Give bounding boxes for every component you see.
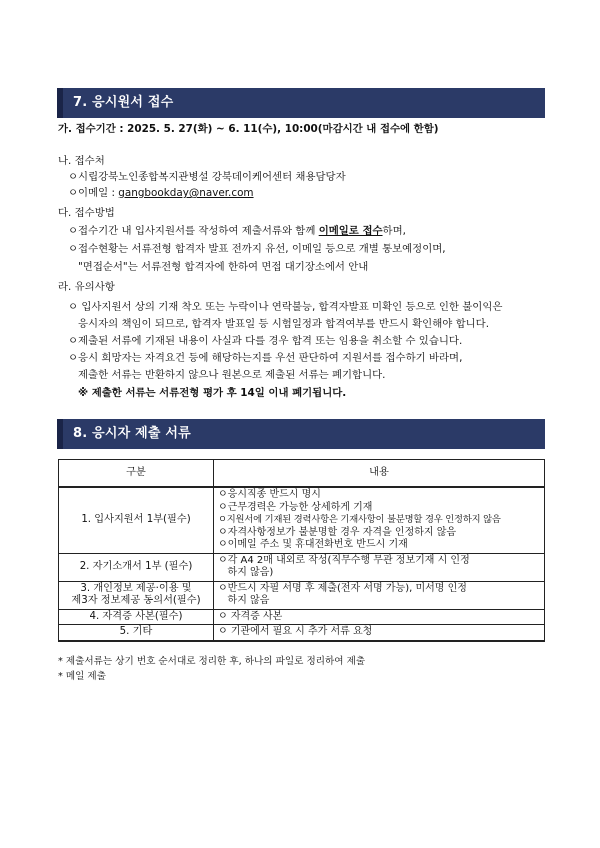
- row-line: ㅇ각 A4 2매 내외로 작성(직무수행 무관 정보기재 시 인정: [218, 554, 470, 566]
- row-label-line: 제3자 정보제공 동의서(필수): [71, 595, 201, 606]
- row-label: 5. 기타: [59, 625, 214, 641]
- method-item-2: ㅇ접수현황는 서류전형 합격자 발표 전까지 유선, 이메일 등으로 개별 통보예정이며,: [68, 243, 446, 255]
- row-line: ㅇ자격사항정보가 불분명할 경우 자격을 인정하지 않음: [218, 526, 457, 538]
- caution-item-1-cont: 응시자의 책임이 되므로, 합격자 발표일 등 시험일정과 합격여부를 반드시 확인해야 합니다.: [78, 318, 490, 330]
- section-8-title: 8. 응시자 제출 서류: [57, 419, 545, 449]
- caution-item-2: ㅇ제출된 서류에 기재된 내용이 사실과 다를 경우 합격 또는 임용을 취소할 수 있습니다.: [68, 335, 463, 347]
- method-item-1-c: 하며,: [382, 225, 406, 237]
- section-7-title: 7. 응시원서 접수: [57, 88, 545, 118]
- footnote-2: * 메일 제출: [58, 671, 106, 682]
- header-category: 구분: [59, 460, 214, 488]
- table-row: [59, 581, 545, 609]
- caution-item-3: ㅇ응시 희망자는 자격요건 등에 해당하는지를 우선 판단하여 지원서를 접수하기 바라며,: [68, 352, 463, 364]
- footnote-1: * 제출서류는 상기 번호 순서대로 정리한 후, 하나의 파일로 정리하여 제출: [58, 656, 366, 667]
- row-label: [59, 581, 214, 609]
- email-label: ㅇ이메일 :: [68, 187, 119, 199]
- table-header-row: [59, 460, 545, 488]
- method-item-3: "면접순서"는 서류전형 합격자에 한하여 면접 대기장소에서 안내: [78, 261, 369, 273]
- row-label-line: 3. 개인정보 제공·이용 및: [80, 582, 192, 594]
- row-line: 하지 않음: [218, 595, 270, 606]
- table-row: [59, 553, 545, 581]
- row-line: ㅇ지원서에 기재된 경력사항은 기재사항이 불분명할 경우 인정하지 않음: [218, 514, 501, 525]
- caution-item-1: ㅇ 입사지원서 상의 기재 착오 또는 누락이나 연락불능, 합격자발표 미확인 등으로 인한 불이익은: [68, 301, 503, 313]
- row-line: ㅇ응시직종 반드시 명시: [218, 489, 321, 500]
- row-content: [214, 581, 545, 609]
- row-line: ㅇ 자격증 사본: [218, 610, 283, 622]
- table-row: [59, 609, 545, 625]
- table-row: [59, 487, 545, 553]
- method-heading: 다. 접수방법: [58, 207, 115, 219]
- row-content: [214, 553, 545, 581]
- table-row: [59, 625, 545, 641]
- caution-heading: 라. 유의사항: [58, 281, 115, 293]
- disposal-notice: ※ 제출한 서류는 서류전형 평가 후 14일 이내 폐기됩니다.: [78, 387, 347, 399]
- row-content: [214, 487, 545, 553]
- email-link[interactable]: gangbookday@naver.com: [118, 187, 254, 199]
- caution-item-3-cont: 제출한 서류는 반환하지 않으나 원본으로 제출된 서류는 폐기합니다.: [78, 369, 386, 381]
- method-item-1-a: ㅇ접수기간 내 입사지원서를 작성하여 제출서류와 함께: [68, 225, 319, 237]
- method-item-1: [68, 224, 406, 238]
- row-line: ㅇ반드시 자필 서명 후 제출(전자 서명 가능), 미서명 인정: [218, 582, 467, 594]
- row-line: 하지 않음): [218, 567, 274, 578]
- header-content: 내용: [214, 460, 545, 488]
- row-line: ㅇ이메일 주소 및 휴대전화번호 반드시 기재: [218, 539, 408, 550]
- row-content: [214, 609, 545, 625]
- row-label: 2. 자기소개서 1부 (필수): [59, 553, 214, 581]
- place-email-line: [68, 186, 254, 200]
- place-heading: 나. 접수처: [58, 155, 105, 167]
- row-label: 4. 자격증 사본(필수): [59, 609, 214, 625]
- row-content: [214, 625, 545, 641]
- method-item-1-emphasis: 이메일로 접수: [318, 225, 383, 237]
- place-office: ㅇ시립강북노인종합복지관병설 강북데이케어센터 채용담당자: [68, 171, 346, 183]
- documents-table: [58, 459, 545, 642]
- row-label: 1. 입사지원서 1부(필수): [59, 487, 214, 553]
- application-period: 가. 접수기간 : 2025. 5. 27(화) ~ 6. 11(수), 10:00(마감시간 내 접수에 한함): [58, 123, 439, 135]
- row-line: ㅇ 기관에서 필요 시 추가 서류 요청: [218, 626, 373, 637]
- row-line: ㅇ근무경력은 가능한 상세하게 기재: [218, 501, 373, 513]
